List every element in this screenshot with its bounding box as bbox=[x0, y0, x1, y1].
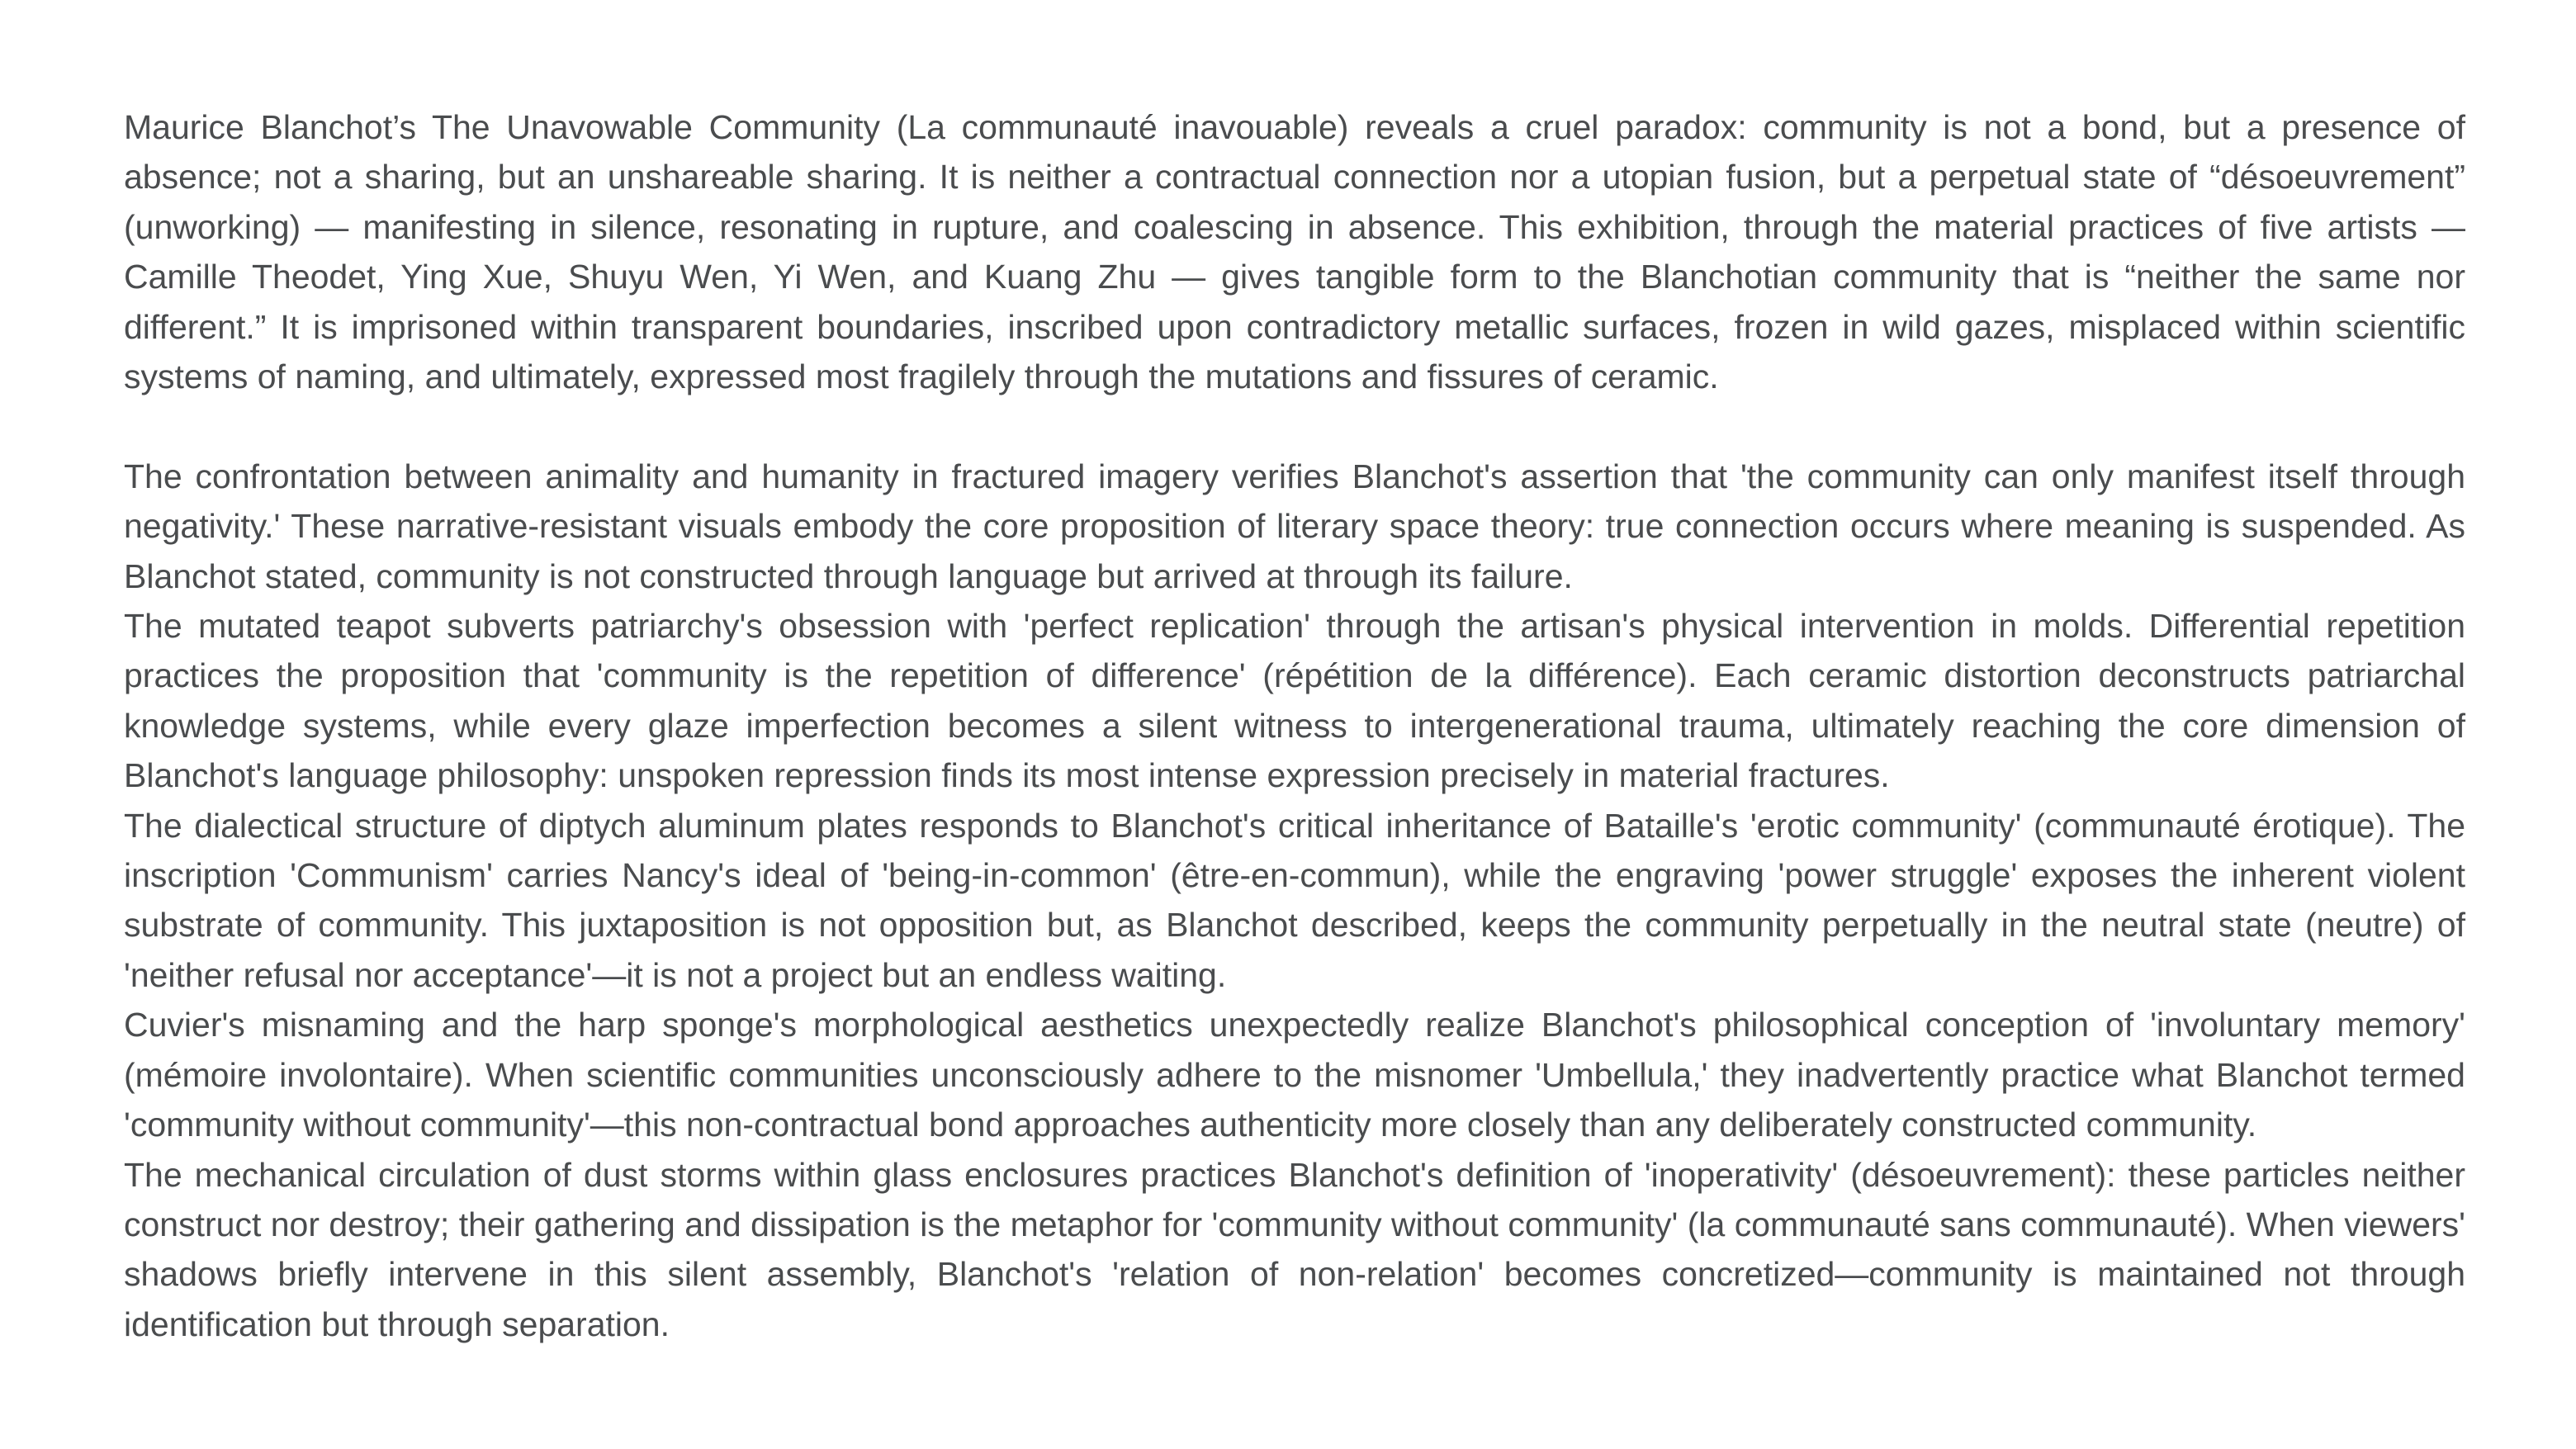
paragraph-aluminum-plates: The dialectical structure of diptych aluminum plates responds to Blanchot's critical inheritance of Bataille's 'erotic community' (communauté érotique). The inscription 'Communism' carries Nancy's ideal of 'being-in-common' (être-en-commun), while the engraving 'power struggle' exposes the inherent violent substrate of community. This juxtaposition is not opposition but, as Blanchot described, keeps the community perpetually in the neutral state (neutre) of 'neither refusal nor acceptance'—it is not a project but an endless waiting. bbox=[124, 806, 2465, 994]
paragraph-mutated-teapot: The mutated teapot subverts patriarchy's obsession with 'perfect replication' through the artisan's physical intervention in molds. Differential repetition practices the proposition that 'community is the repetition of difference' (répétition de la différence). Each ceramic distortion deconstructs patriarchal knowledge systems, while every glaze imperfection becomes a silent witness to intergenerational trauma, ultimately reaching the core dimension of Blanchot's language philosophy: unspoken repression finds its most intense expression precisely in material fractures. bbox=[124, 607, 2465, 795]
paragraph-harp-sponge: Cuvier's misnaming and the harp sponge's morphological aesthetics unexpectedly realize Blanchot's philosophical conception of 'involuntary memory' (mémoire involontaire). When scientific communities unconsciously adhere to the misnomer 'Umbellula,' they inadvertently practice what Blanchot termed 'community without community'—this non-contractual bond approaches authenticity more closely than any deliberately constructed community. bbox=[124, 1006, 2465, 1144]
paragraph-dust-storms: The mechanical circulation of dust storms within glass enclosures practices Blanchot's definition of 'inoperativity' (désoeuvrement): these particles neither construct nor destroy; their gathering and dissipation is the metaphor for 'community without community' (la communauté sans communauté). When viewers' shadows briefly intervene in this silent assembly, Blanchot's 'relation of non-relation' becomes concretized—community is maintained not through identification but through separation. bbox=[124, 1155, 2465, 1343]
exhibition-text bbox=[124, 102, 2465, 1349]
intro-paragraph: Maurice Blanchot’s The Unavowable Community (La communauté inavouable) reveals a cruel paradox: community is not a bond, but a presence of absence; not a sharing, but an unshareable sharing. It is neither a contractual connection nor a utopian fusion, but a perpetual state of “désoeuvrement” (unworking) — manifesting in silence, resonating in rupture, and coalescing in absence. This exhibition, through the material practices of five artists — Camille Theodet, Ying Xue, Shuyu Wen, Yi Wen, and Kuang Zhu — gives tangible form to the Blanchotian community that is “neither the same nor different.” It is imprisoned within transparent boundaries, inscribed upon contradictory metallic surfaces, frozen in wild gazes, misplaced within scientific systems of naming, and ultimately, expressed most fragilely through the mutations and fissures of ceramic. bbox=[124, 108, 2465, 396]
paragraph-fractured-imagery: The confrontation between animality and humanity in fractured imagery verifies Blanchot's assertion that 'the community can only manifest itself through negativity.' These narrative-resistant visuals embody the core proposition of literary space theory: true connection occurs where meaning is suspended. As Blanchot stated, community is not constructed through language but arrived at through its failure. bbox=[124, 457, 2465, 595]
